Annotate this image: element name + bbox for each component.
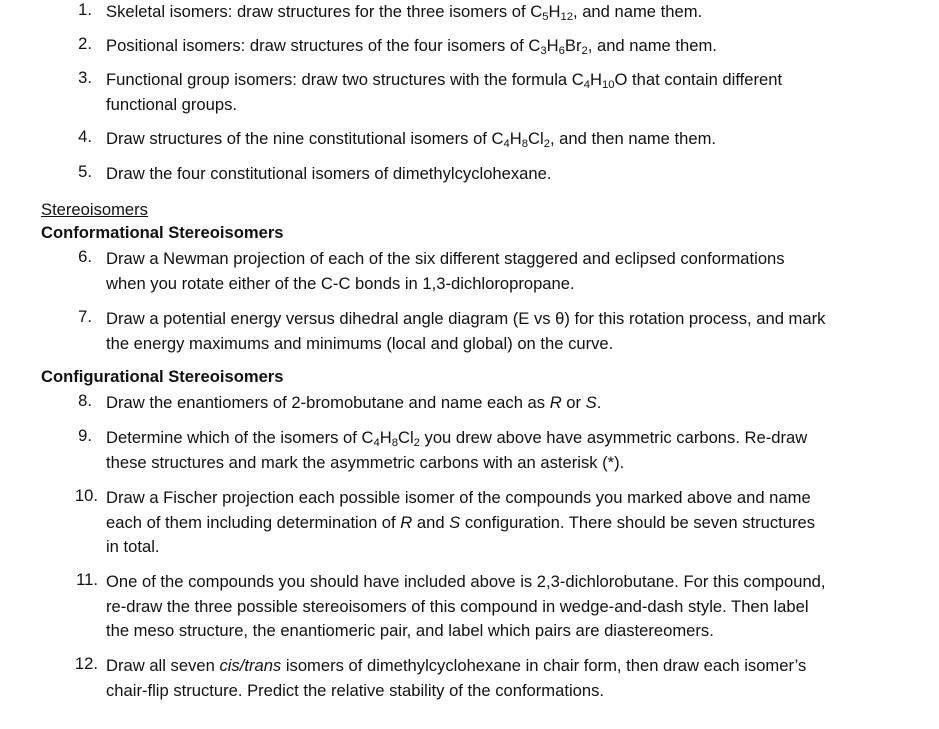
question-text: [106, 391, 890, 416]
question-number: 3.: [78, 68, 92, 87]
italic-text: S: [449, 512, 461, 532]
question-text: [106, 127, 890, 152]
question-text: [106, 34, 890, 59]
italic-text: R: [400, 512, 413, 532]
text-line: the meso structure, the enantiomeric pair, and label which pairs are diastereomers.: [106, 621, 714, 640]
text-line: functional groups.: [106, 94, 237, 114]
text-line: Draw a potential energy versus dihedral angle diagram (E vs θ) for this rotation process, and mark: [106, 309, 826, 328]
text-line: Determine which of the isomers of $C_4H_8Cl_2$ you drew above have asymmetric carbons. Re-draw: [106, 428, 808, 449]
text-line: the energy maximums and minimums (local and global) on the curve.: [106, 333, 614, 353]
question-text: [106, 162, 890, 187]
question-text: [106, 654, 890, 703]
configurational-heading: Configurational Stereoisomers: [41, 367, 284, 386]
text-line: Draw the four constitutional isomers of dimethylcyclohexane.: [106, 164, 552, 183]
question-number: 4.: [78, 127, 92, 146]
question-number: 1.: [78, 0, 92, 19]
text-line: each of them including determination of R and S configuration. There should be seven structures: [106, 512, 816, 532]
question-number: 12.: [74, 654, 98, 673]
text-line: One of the compounds you should have included above is 2,3-dichlorobutane. For this compound,: [106, 572, 826, 591]
subscript: 10: [601, 78, 615, 91]
text-line: Draw structures of the nine constitutional isomers of $C_4H_8Cl_2$, and then name them.: [106, 129, 716, 150]
text-line: Functional group isomers: draw two structures with the formula $C_4H_{10}O$ that contain different: [106, 70, 783, 91]
question-text: [106, 426, 890, 475]
italic-text: R: [549, 393, 562, 412]
question-number: 7.: [78, 307, 92, 326]
text-line: in total.: [106, 537, 160, 556]
question-text: [106, 486, 890, 560]
text-line: Skeletal isomers: draw structures for the three isomers of $C_5H_{12}$, and name them.: [106, 2, 703, 23]
text-line: re-draw the three possible stereoisomers of this compound in wedge-and-dash style. Then label: [106, 596, 809, 616]
subscript: 5: [542, 10, 549, 23]
text-line: Draw all seven cis/trans isomers of dimethylcyclohexane in chair form, then draw each isomer’s: [106, 656, 807, 675]
text-line: Positional isomers: draw structures of the four isomers of $C_3H_6Br_2$, and name them.: [106, 36, 717, 57]
question-text: [106, 68, 890, 117]
question-text: [106, 570, 890, 644]
subscript: 2: [413, 436, 420, 449]
conformational-heading: Conformational Stereoisomers: [41, 223, 284, 242]
subscript: 3: [540, 44, 547, 57]
question-text: [106, 307, 890, 356]
subscript: 4: [503, 137, 510, 150]
subscript: 2: [581, 44, 588, 57]
italic-text: cis/trans: [219, 656, 282, 675]
text-line: chair-flip structure. Predict the relative stability of the conformations.: [106, 680, 605, 700]
question-number: 9.: [78, 426, 92, 445]
stereoisomers-heading: Stereoisomers: [41, 200, 148, 219]
subscript: 8: [521, 137, 529, 150]
subscript: 8: [391, 436, 398, 449]
text-line: Draw the enantiomers of 2-bromobutane and name each as R or S.: [106, 393, 602, 412]
subscript: 2: [543, 137, 550, 150]
question-number: 2.: [78, 34, 92, 53]
text-line: when you rotate either of the C-C bonds in 1,3-dichloropropane.: [106, 273, 575, 293]
question-number: 10.: [74, 486, 98, 505]
text-line: these structures and mark the asymmetric carbons with an asterisk (*).: [106, 452, 625, 472]
question-number: 8.: [78, 391, 92, 410]
text-line: Draw a Newman projection of each of the six different staggered and eclipsed conformations: [106, 249, 785, 268]
question-number: 11.: [76, 570, 98, 589]
italic-text: S: [585, 393, 597, 412]
subscript: 4: [373, 436, 380, 449]
subscript: 6: [558, 44, 565, 57]
question-text: [106, 247, 890, 296]
question-text: [106, 0, 890, 25]
subscript: 12: [560, 10, 573, 23]
question-number: 5.: [78, 162, 92, 181]
text-line: Draw a Fischer projection each possible isomer of the compounds you marked above and name: [106, 488, 811, 507]
subscript: 4: [583, 78, 590, 91]
question-number: 6.: [78, 247, 92, 266]
